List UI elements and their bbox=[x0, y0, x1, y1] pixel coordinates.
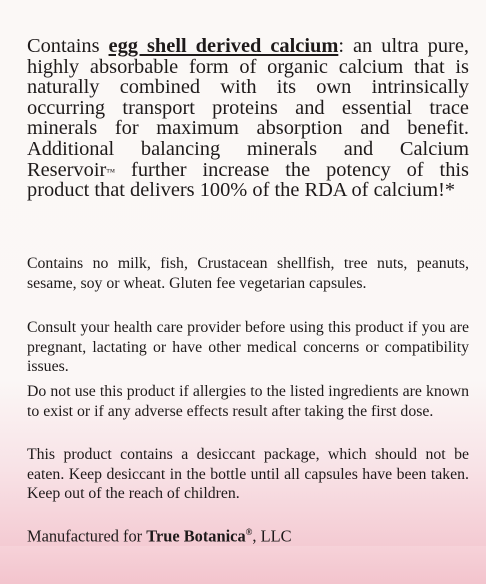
bottom-pink-strip bbox=[0, 546, 486, 584]
manufacturer-line bbox=[27, 522, 292, 546]
calcium-description bbox=[27, 36, 469, 201]
trademark-symbol: ™ bbox=[106, 166, 116, 177]
allergen-statement: Contains no milk, fish, Crustacean shellfish, tree nuts, peanuts, sesame, soy or wheat. Gluten fee vegetarian capsules. bbox=[27, 255, 469, 292]
allergy-warning: Do not use this product if allergies to the listed ingredients are known to exist or if any adverse effects result after taking the first dose. bbox=[27, 383, 469, 420]
egg-shell-calcium-emphasis: egg shell derived calcium bbox=[108, 35, 339, 57]
calcium-description-ending: further increase the potency of this product that delivers 100% of the RDA of calcium!* bbox=[27, 158, 469, 202]
manufacturer-suffix: , LLC bbox=[252, 526, 292, 546]
calcium-description-body: : an ultra pure, highly absorbable form of organic calcium that is naturally combined with its own intrinsically occurring transport proteins and essential trace minerals for maximum absorption and benefit. Additional balancing minerals and Calcium Reservoir bbox=[27, 35, 469, 181]
consult-provider-warning: Consult your health care provider before using this product if you are pregnant, lactating or have other medical concerns or compatibility issues. bbox=[27, 319, 469, 376]
calcium-description-prefix: Contains bbox=[27, 35, 109, 57]
registered-mark: ® bbox=[245, 527, 253, 537]
desiccant-warning: This product contains a desiccant package, which should not be eaten. Keep desiccant in the bottle until all capsules have been taken. Keep out of the reach of children. bbox=[27, 446, 469, 503]
manufacturer-prefix: Manufactured for bbox=[27, 526, 147, 546]
brand-name: True Botanica bbox=[146, 526, 246, 546]
